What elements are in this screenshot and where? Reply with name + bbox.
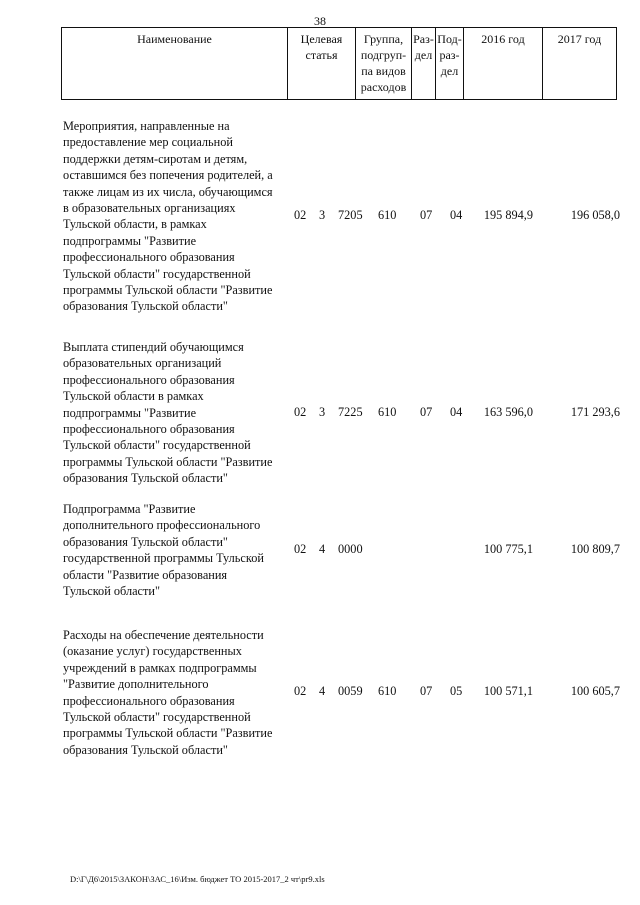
amount-2016: 100 571,1 — [483, 684, 533, 698]
amount-2017: 100 809,7 — [570, 542, 620, 556]
program-code: 02 — [294, 684, 307, 698]
row-name: Расходы на обеспечение деятельности (оказание услуг) государственных учреждений в рамках подпрограммы "Развитие дополнительного профессионального образования Тульской области" государственной программы Тульской области "Развитие образования Тульской области" — [63, 628, 273, 757]
subsection-code: 05 — [450, 684, 463, 698]
row-name: Подпрограмма "Развитие дополнительного профессионального образования Тульской области" государственной программы Тульской области "Развитие образования Тульской области" — [63, 502, 264, 599]
program-code: 02 — [294, 542, 307, 556]
direction-code: 7205 — [338, 208, 363, 222]
program-code: 02 — [294, 208, 307, 222]
subprogram-code: 3 — [319, 405, 326, 419]
group-code: 610 — [378, 208, 397, 222]
row-name: Выплата стипендий обучающимся образовательных организаций профессионального образования Тульской области в рамках подпрограммы "Развитие профессионального образования Тульской области" государственной программы Тульской области "Развитие образования Тульской области" — [63, 340, 273, 486]
direction-code: 0059 — [338, 684, 363, 698]
header-year-2016: 2016 год — [464, 28, 543, 100]
section-code: 07 — [420, 208, 433, 222]
row-name: Мероприятия, направленные на предоставление мер социальной поддержки детям-сиротам и детям, оставшимся без попечения родителей, а также лицам из их числа, обучающимся в образовательных организациях Тульской области, в рамках подпрограммы "Развитие профессионального образования Тульской области" государственной программы Тульской области "Развитие образования Тульской области" — [63, 119, 273, 314]
amount-2016: 100 775,1 — [483, 542, 533, 556]
header-target-article: Целевая статья — [288, 28, 356, 100]
header-year-2017: 2017 год — [543, 28, 617, 100]
subprogram-code: 4 — [319, 684, 326, 698]
amount-2017: 171 293,6 — [570, 405, 620, 419]
subprogram-code: 3 — [319, 208, 326, 222]
section-code: 07 — [420, 684, 433, 698]
table-header — [61, 27, 617, 100]
subsection-code: 04 — [450, 405, 463, 419]
file-path-footer: D:\Г\Д6\2015\ЗАКОН\ЗАС_16\Изм. бюджет ТО 2015-2017_2 чт\pr9.xls — [70, 874, 325, 884]
header-subsection: Под- раз- дел — [436, 28, 464, 100]
subsection-code: 04 — [450, 208, 463, 222]
group-code: 610 — [378, 405, 397, 419]
subprogram-code: 4 — [319, 542, 326, 556]
amount-2016: 163 596,0 — [483, 405, 533, 419]
amount-2017: 196 058,0 — [570, 208, 620, 222]
direction-code: 7225 — [338, 405, 363, 419]
direction-code: 0000 — [338, 542, 363, 556]
amount-2016: 195 894,9 — [483, 208, 533, 222]
group-code: 610 — [378, 684, 397, 698]
program-code: 02 — [294, 405, 307, 419]
amount-2017: 100 605,7 — [570, 684, 620, 698]
header-section: Раз- дел — [412, 28, 436, 100]
header-group: Группа, подгруп- па видов расходов — [356, 28, 412, 100]
section-code: 07 — [420, 405, 433, 419]
page-number: 38 — [314, 14, 326, 28]
header-name: Наименование — [62, 28, 288, 100]
